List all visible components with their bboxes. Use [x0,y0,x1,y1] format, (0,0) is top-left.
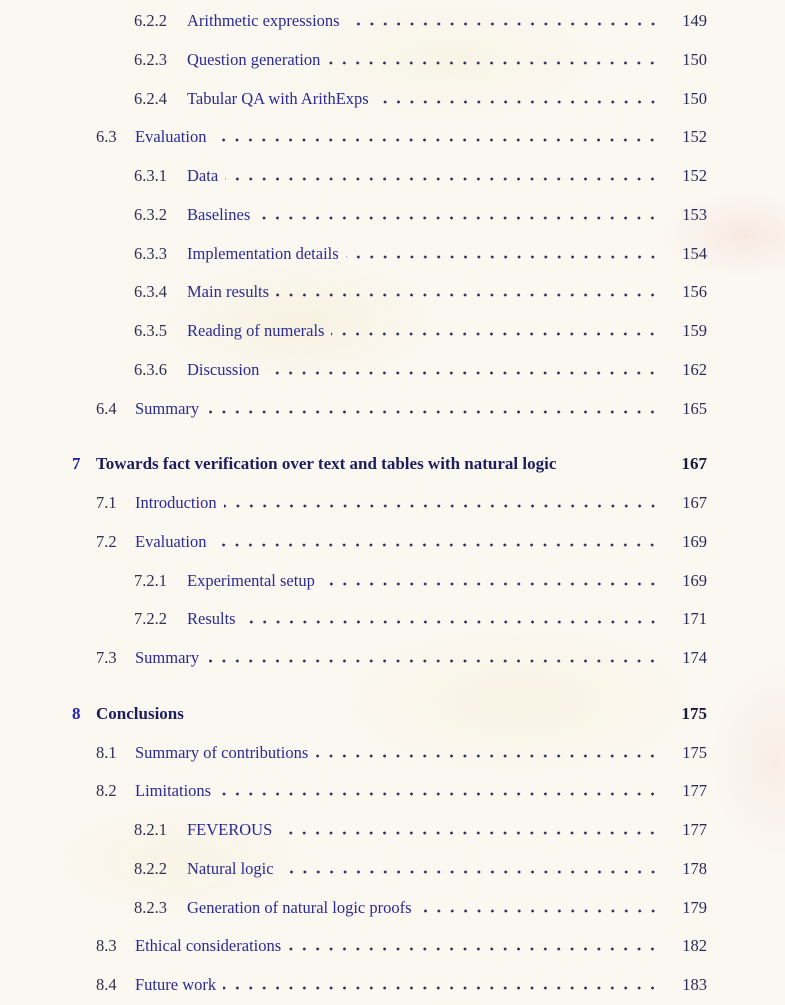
dot-leader [218,792,664,796]
toc-entry-8-2[interactable] [72,772,707,811]
toc-entry-page-number: 175 [681,703,707,723]
toc-entry-8-3[interactable] [72,927,707,966]
toc-entry-8-2-1[interactable] [72,811,707,850]
toc-entry-title: Question generation [187,49,321,69]
toc-entry-7[interactable] [72,445,707,484]
toc-entry-8-1[interactable] [72,734,707,773]
dot-leader [224,504,664,508]
toc-entry-number: 6.2.4 [134,88,167,108]
toc-entry-title: Summary [135,648,200,667]
toc-entry-number: 6.3.1 [134,166,167,185]
toc-entry-number: 6.4 [96,398,117,418]
toc-entry-title: Limitations [135,781,212,801]
toc-entry-number: 8.4 [96,975,117,994]
toc-entry-6-2-4[interactable] [72,80,707,119]
dot-leader [243,620,664,624]
toc-entry-page-number: 178 [682,858,707,878]
toc-entry-7-3[interactable] [72,639,707,678]
toc-entry-title: Introduction [135,493,217,512]
toc-entry-8-2-3[interactable] [72,889,707,928]
toc-entry-7-2[interactable] [72,523,707,562]
dot-leader [225,177,664,181]
toc-entry-title: Tabular QA with ArithExps [187,88,369,108]
toc-entry-6-3-2[interactable] [72,196,707,235]
toc-entry-title: Summary of contributions [135,742,309,762]
toc-entry-page-number: 169 [682,570,707,590]
dot-leader [346,255,664,259]
toc-entry-title: Conclusions [96,703,184,723]
dot-leader [281,870,664,874]
toc-entry-6-3-6[interactable] [72,351,707,390]
toc-entry-6-3[interactable] [72,118,707,157]
toc-entry-title: Reading of numerals [187,321,325,340]
dot-leader [206,659,664,663]
toc-entry-title: FEVEROUS [187,820,273,839]
toc-entry-page-number: 169 [682,531,707,551]
toc-entry-number: 8.2.2 [134,858,167,878]
toc-entry-title: Main results [187,282,270,302]
toc-entry-number: 8.2.3 [134,897,167,917]
toc-entry-title: Arithmetic expressions [187,11,340,30]
toc-entry-title: Baselines [187,204,251,224]
dot-leader [315,754,664,758]
table-of-contents [72,2,707,1005]
dot-leader [347,22,664,26]
toc-entry-number: 6.3.3 [134,243,167,263]
toc-entry-number: 7.2.1 [134,570,167,590]
toc-entry-page-number: 183 [682,975,707,994]
toc-entry-page-number: 162 [682,359,707,379]
dot-leader [266,371,664,375]
toc-entry-title: Evaluation [135,127,207,147]
dot-leader [206,410,664,414]
toc-entry-page-number: 153 [682,204,707,224]
toc-entry-6-4[interactable] [72,390,707,429]
dot-leader [213,543,664,547]
toc-entry-6-3-3[interactable] [72,235,707,274]
toc-entry-title: Summary [135,398,200,418]
toc-entry-8[interactable] [72,695,707,734]
toc-entry-7-2-2[interactable] [72,600,707,639]
toc-entry-page-number: 182 [682,936,707,956]
toc-entry-number: 7.2.2 [134,609,167,629]
toc-entry-number: 6.3.2 [134,204,167,224]
toc-entry-7-2-1[interactable] [72,562,707,601]
toc-entry-page-number: 179 [682,897,707,917]
toc-entry-title: Discussion [187,359,260,379]
toc-entry-title: Future work [135,975,217,994]
dot-leader [331,332,664,336]
toc-entry-number: 6.2.3 [134,49,167,69]
toc-entry-page-number: 156 [682,282,707,302]
dot-leader [223,986,664,990]
toc-entry-page-number: 167 [682,493,707,512]
dot-leader [322,582,664,586]
dot-leader [376,100,664,104]
toc-entry-number: 7 [72,454,81,474]
toc-entry-title: Natural logic [187,858,274,878]
dot-leader [279,831,664,835]
toc-entry-6-3-5[interactable] [72,312,707,351]
dot-leader [276,293,664,297]
toc-entry-page-number: 171 [682,609,707,629]
toc-entry-title: Evaluation [135,531,207,551]
toc-entry-number: 8.2 [96,781,117,801]
toc-entry-title: Ethical considerations [135,936,282,956]
toc-entry-6-2-3[interactable] [72,41,707,80]
toc-entry-6-3-4[interactable] [72,273,707,312]
toc-entry-8-4[interactable] [72,966,707,1005]
toc-entry-page-number: 174 [682,648,707,667]
toc-entry-page-number: 165 [682,398,707,418]
toc-entry-title: Implementation details [187,243,339,263]
toc-entry-title: Generation of natural logic proofs [187,897,412,917]
toc-entry-number: 6.3.6 [134,359,167,379]
toc-entry-number: 8 [72,703,81,723]
dot-leader [327,61,664,65]
toc-entry-page-number: 154 [682,243,707,263]
toc-entry-title: Experimental setup [187,570,315,590]
dot-leader [288,947,664,951]
toc-entry-title: Results [187,609,236,629]
toc-entry-8-2-2[interactable] [72,850,707,889]
toc-entry-page-number: 152 [682,127,707,147]
toc-entry-6-2-2[interactable] [72,2,707,41]
toc-entry-number: 7.3 [96,648,117,667]
toc-entry-number: 7.2 [96,531,117,551]
toc-entry-page-number: 177 [682,820,707,839]
toc-entry-6-3-1[interactable] [72,157,707,196]
toc-entry-page-number: 150 [682,88,707,108]
toc-entry-number: 8.3 [96,936,117,956]
toc-entry-number: 7.1 [96,493,117,512]
toc-entry-page-number: 177 [682,781,707,801]
toc-entry-title: Towards fact verification over text and tables with natural logic [96,454,557,474]
toc-entry-7-1[interactable] [72,484,707,523]
toc-entry-number: 6.3.4 [134,282,167,302]
toc-entry-title: Data [187,166,219,185]
toc-entry-page-number: 152 [682,166,707,185]
dot-leader [257,216,664,220]
toc-entry-number: 6.3 [96,127,117,147]
toc-entry-number: 8.1 [96,742,117,762]
toc-entry-number: 6.2.2 [134,11,167,30]
dot-leader [419,909,664,913]
toc-entry-page-number: 159 [682,321,707,340]
toc-entry-number: 8.2.1 [134,820,167,839]
toc-entry-page-number: 175 [682,742,707,762]
toc-entry-page-number: 167 [681,454,707,474]
dot-leader [213,138,664,142]
toc-entry-number: 6.3.5 [134,321,167,340]
toc-entry-page-number: 150 [682,49,707,69]
toc-entry-page-number: 149 [682,11,707,30]
